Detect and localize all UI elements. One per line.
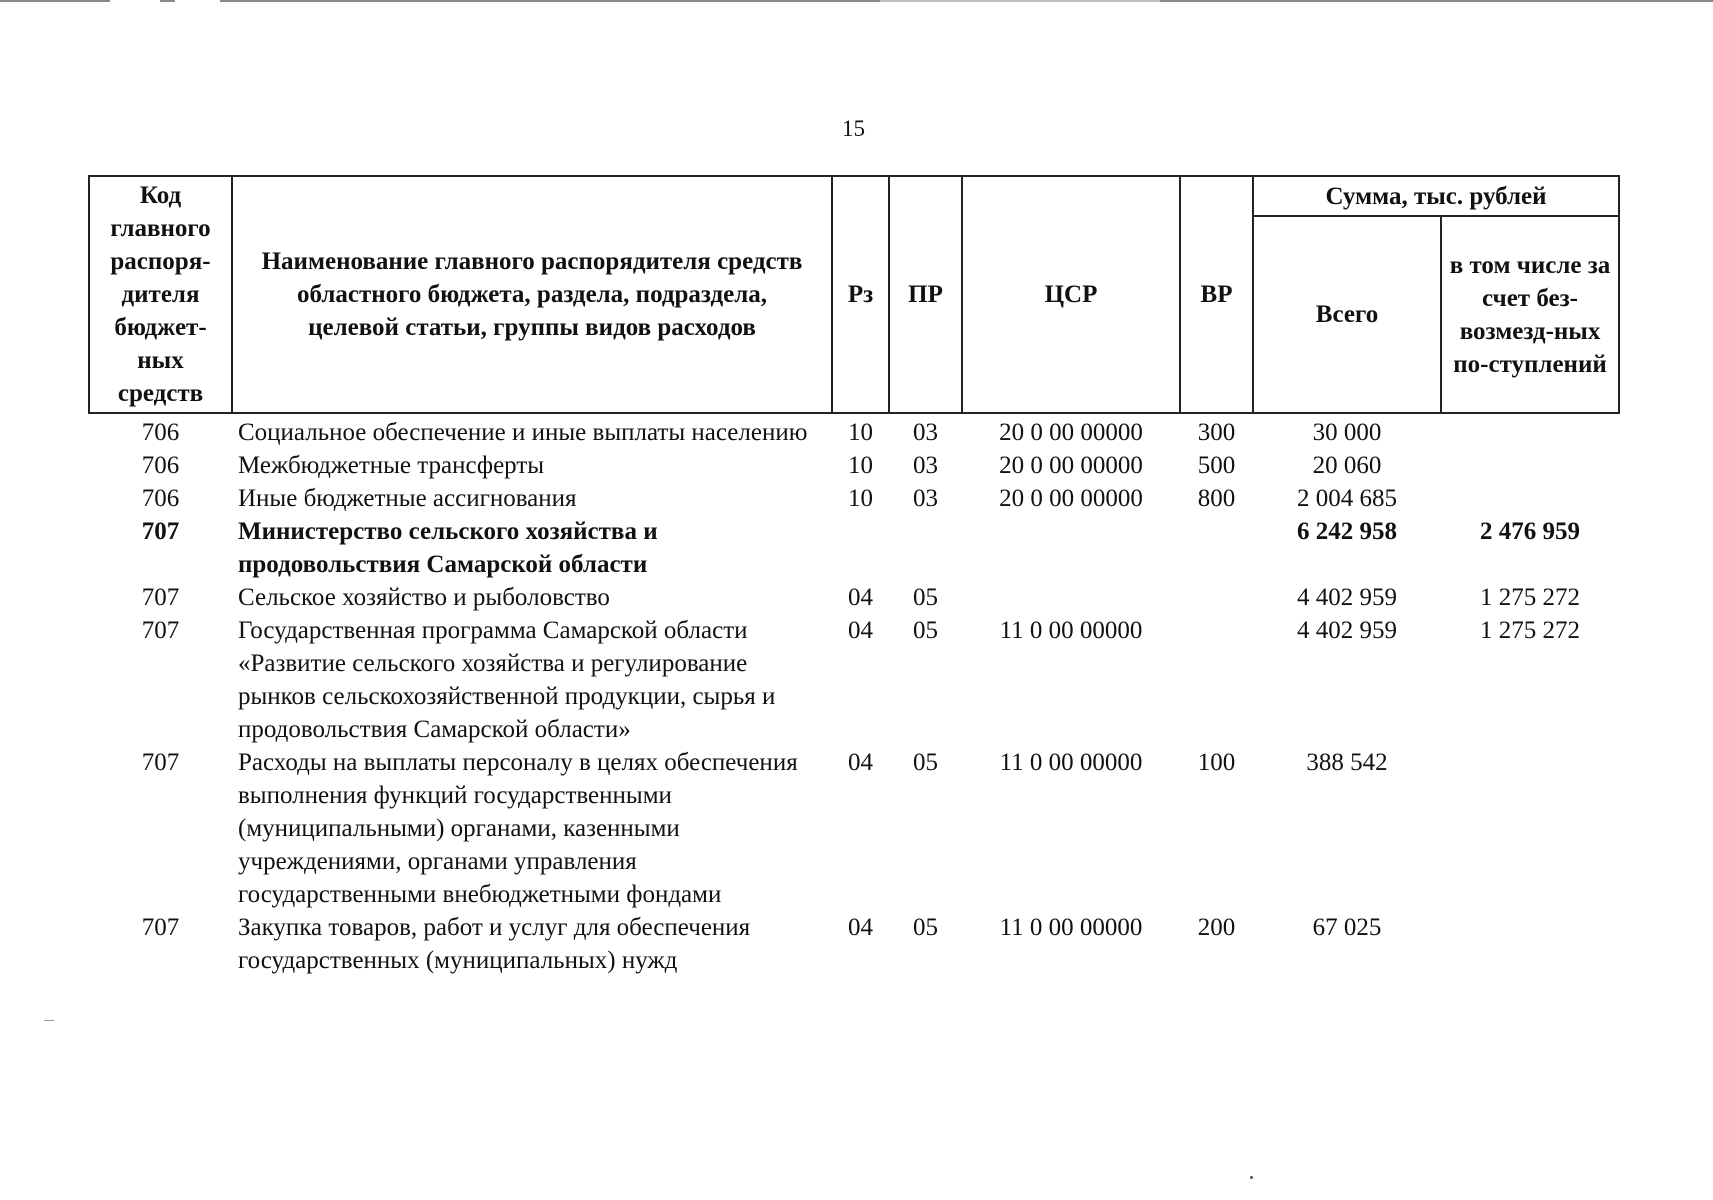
cell-csr: 11 0 00 00000 (999, 914, 1143, 941)
cell-free: 2 476 959 (1480, 518, 1580, 545)
cell-pr: 05 (913, 914, 938, 941)
cell-code: 706 (141, 419, 180, 446)
header-rz: Рз (832, 176, 889, 413)
cell-vr: 100 (1197, 749, 1236, 776)
cell-free (1441, 482, 1619, 515)
cell-csr: 11 0 00 00000 (999, 617, 1143, 644)
cell-rz: 04 (848, 749, 873, 776)
cell-code: 707 (141, 584, 180, 611)
header-sum: Сумма, тыс. рублей (1253, 176, 1619, 216)
cell-pr: 05 (913, 584, 938, 611)
cell-rz: 10 (848, 452, 873, 479)
cell-vr: 800 (1197, 485, 1236, 512)
cell-code: 707 (141, 518, 180, 545)
cell-vr (1180, 581, 1253, 614)
cell-vr (1180, 614, 1253, 746)
cell-free: 1 275 272 (1480, 617, 1580, 644)
cell-vr (1180, 515, 1253, 581)
table-header (89, 176, 1619, 413)
cell-csr: 20 0 00 00000 (999, 419, 1143, 446)
cell-code: 706 (141, 452, 180, 479)
cell-name: Межбюджетные трансферты (238, 452, 545, 479)
table-row (89, 413, 1619, 449)
header-name: Наименование главного распорядителя средств областного бюджета, раздела, подраздела, целевой статьи, группы видов расходов (232, 176, 832, 413)
cell-vr: 200 (1197, 914, 1236, 941)
cell-code: 707 (141, 617, 180, 644)
cell-total: 4 402 959 (1297, 584, 1397, 611)
cell-total: 30 000 (1312, 419, 1382, 446)
cell-total: 4 402 959 (1297, 617, 1397, 644)
cell-total: 2 004 685 (1297, 485, 1397, 512)
cell-total: 67 025 (1312, 914, 1382, 941)
cell-csr (962, 581, 1180, 614)
page-number: 15 (842, 116, 865, 141)
header-vr: ВР (1180, 176, 1253, 413)
cell-total: 388 542 (1306, 749, 1388, 776)
table-row (89, 614, 1619, 746)
table-row (89, 482, 1619, 515)
cell-name: Закупка товаров, работ и услуг для обеспечения государственных (муниципальных) нужд (238, 914, 751, 974)
cell-free (1441, 413, 1619, 449)
cell-free (1441, 746, 1619, 911)
cell-name: Государственная программа Самарской области «Развитие сельского хозяйства и регулирование рынков сельскохозяйственной продукции, сырья и продовольствия Самарской области» (238, 617, 776, 743)
header-total: Всего (1253, 216, 1441, 413)
cell-pr: 05 (913, 749, 938, 776)
cell-code: 707 (141, 749, 180, 776)
cell-csr: 20 0 00 00000 (999, 452, 1143, 479)
cell-rz (832, 515, 889, 581)
cell-rz: 04 (848, 914, 873, 941)
cell-vr: 300 (1197, 419, 1236, 446)
cell-pr: 03 (913, 419, 938, 446)
cell-name: Министерство сельского хозяйства и продовольствия Самарской области (238, 518, 658, 578)
cell-name: Расходы на выплаты персоналу в целях обеспечения выполнения функций государственными (муниципальными) органами, казенными учреждениями, органами управления государственными внебюджетными фондами (238, 749, 798, 908)
header-free: в том числе за счет без-возмезд-ных по-ступлений (1441, 216, 1619, 413)
scan-edge-line (160, 0, 175, 2)
table-body (89, 413, 1619, 977)
cell-pr (889, 515, 962, 581)
scan-edge-line (880, 0, 1160, 2)
cell-rz: 04 (848, 617, 873, 644)
cell-pr: 03 (913, 452, 938, 479)
cell-code: 707 (141, 914, 180, 941)
header-code: Код главного распоря-дителя бюджет-ных средств (89, 176, 232, 413)
cell-code: 706 (141, 485, 180, 512)
cell-vr: 500 (1197, 452, 1236, 479)
table-row (89, 746, 1619, 911)
table-row (89, 449, 1619, 482)
scan-edge-line (1160, 0, 1713, 2)
cell-free (1441, 911, 1619, 977)
cell-free (1441, 449, 1619, 482)
cell-pr: 05 (913, 617, 938, 644)
scan-artifact (1250, 1176, 1253, 1179)
scan-edge-line (220, 0, 880, 2)
scan-artifact (44, 1020, 54, 1021)
cell-name: Социальное обеспечение и иные выплаты населению (238, 419, 808, 446)
cell-csr (962, 515, 1180, 581)
cell-rz: 04 (848, 584, 873, 611)
scan-edge-line (0, 0, 110, 2)
cell-name: Иные бюджетные ассигнования (238, 485, 577, 512)
table-row (89, 911, 1619, 977)
cell-free: 1 275 272 (1480, 584, 1580, 611)
cell-rz: 10 (848, 485, 873, 512)
cell-name: Сельское хозяйство и рыболовство (238, 584, 610, 611)
cell-rz: 10 (848, 419, 873, 446)
cell-total: 20 060 (1312, 452, 1382, 479)
table-row (89, 581, 1619, 614)
table-row (89, 515, 1619, 581)
header-csr: ЦСР (962, 176, 1180, 413)
cell-csr: 11 0 00 00000 (999, 749, 1143, 776)
cell-pr: 03 (913, 485, 938, 512)
cell-csr: 20 0 00 00000 (999, 485, 1143, 512)
budget-table (88, 175, 1620, 977)
cell-total: 6 242 958 (1297, 518, 1397, 545)
header-pr: ПР (889, 176, 962, 413)
